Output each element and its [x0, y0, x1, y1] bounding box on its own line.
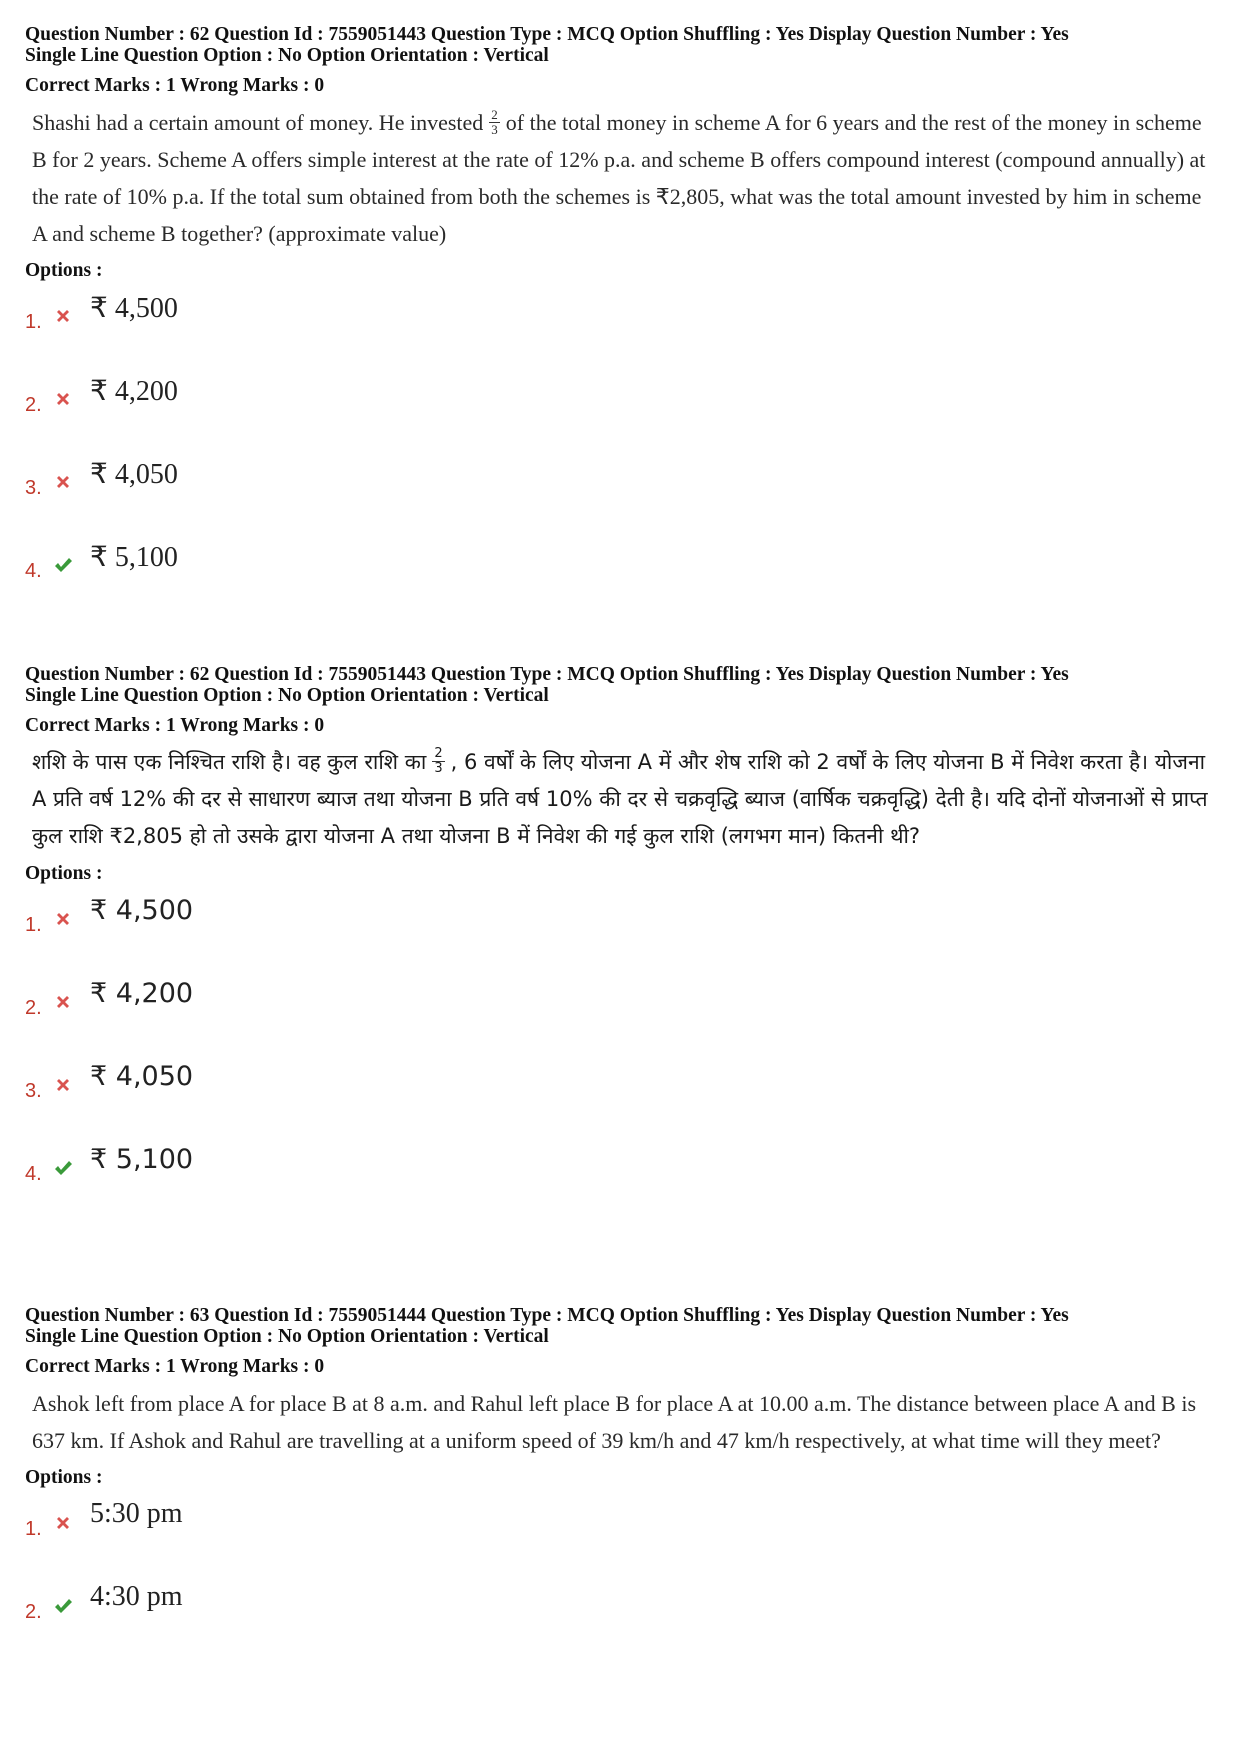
- question-meta-line: Question Number : 63 Question Id : 7559051444 Question Type : MCQ Option Shuffling : Yes Display Question Number : Yes: [25, 1305, 1069, 1326]
- question-stem: [32, 104, 1217, 252]
- question-meta-line: Single Line Question Option : No Option Orientation : Vertical: [25, 45, 549, 66]
- option-item[interactable]: [25, 447, 1220, 530]
- options-list: [25, 281, 1220, 613]
- cross-icon: [53, 306, 73, 326]
- options-list: [25, 1488, 1220, 1654]
- options-label: Options :: [25, 863, 103, 884]
- option-number: 4.: [25, 1163, 42, 1185]
- option-number: 2.: [25, 394, 42, 416]
- marks-line: Correct Marks : 1 Wrong Marks : 0: [25, 1356, 325, 1377]
- option-value: ₹ 4,050: [90, 459, 178, 490]
- question-block-1: [25, 24, 1220, 613]
- stem-text: Shashi had a certain amount of money. He invested: [32, 110, 484, 135]
- check-icon: [53, 1596, 73, 1616]
- option-number: 1.: [25, 311, 42, 333]
- marks-line: Correct Marks : 1 Wrong Marks : 0: [25, 75, 325, 96]
- cross-icon: [53, 992, 73, 1012]
- options-label: Options :: [25, 1467, 103, 1488]
- option-number: 3.: [25, 1080, 42, 1102]
- option-item[interactable]: [25, 1133, 1220, 1216]
- option-item[interactable]: [25, 884, 1220, 967]
- stem-text: of the total money in scheme A for 6 years and the rest of the money in scheme B for 2 years. Scheme A offers simple interest at the rate of 12% p.a. and scheme B offers compound interest (compound annually) at the rate of 10% p.a. If the total sum obtained from both the schemes is ₹2,805, what was the total amount invested by him in scheme A and scheme B together? (approximate value): [32, 110, 1206, 246]
- option-item[interactable]: [25, 1050, 1220, 1133]
- fraction-denominator: 3: [491, 122, 498, 138]
- check-icon: [53, 1158, 73, 1178]
- option-value: ₹ 5,100: [90, 542, 178, 573]
- cross-icon: [53, 1513, 73, 1533]
- option-number: 1.: [25, 1518, 42, 1540]
- options-label: Options :: [25, 260, 103, 281]
- option-value: ₹ 5,100: [90, 1144, 194, 1175]
- fraction-numerator: 2: [491, 107, 498, 123]
- option-number: 1.: [25, 914, 42, 936]
- stem-text: शशि के पास एक निश्चित राशि है। वह कुल राशि का: [32, 750, 427, 774]
- option-number: 2.: [25, 997, 42, 1019]
- option-item[interactable]: [25, 1488, 1220, 1571]
- option-item[interactable]: [25, 364, 1220, 447]
- marks-line: Correct Marks : 1 Wrong Marks : 0: [25, 715, 325, 736]
- option-value: ₹ 4,500: [90, 895, 194, 926]
- question-stem: [32, 744, 1217, 855]
- option-number: 3.: [25, 477, 42, 499]
- option-number: 4.: [25, 560, 42, 582]
- option-item[interactable]: [25, 967, 1220, 1050]
- option-item[interactable]: [25, 1571, 1220, 1654]
- fraction: [432, 747, 444, 776]
- option-value: 4:30 pm: [90, 1581, 183, 1612]
- fraction-denominator: 3: [434, 760, 443, 776]
- cross-icon: [53, 472, 73, 492]
- cross-icon: [53, 1075, 73, 1095]
- question-meta-line: Question Number : 62 Question Id : 7559051443 Question Type : MCQ Option Shuffling : Yes Display Question Number : Yes: [25, 24, 1069, 45]
- question-meta-line: Single Line Question Option : No Option Orientation : Vertical: [25, 685, 549, 706]
- option-item[interactable]: [25, 281, 1220, 364]
- option-number: 2.: [25, 1601, 42, 1623]
- question-block-3: [25, 1305, 1220, 1654]
- option-value: ₹ 4,050: [90, 1061, 194, 1092]
- option-value: ₹ 4,200: [90, 978, 194, 1009]
- cross-icon: [53, 909, 73, 929]
- check-icon: [53, 555, 73, 575]
- fraction-numerator: 2: [434, 745, 443, 761]
- option-value: ₹ 4,200: [90, 376, 178, 407]
- cross-icon: [53, 389, 73, 409]
- question-stem: Ashok left from place A for place B at 8 a.m. and Rahul left place B for place A at 10.00 a.m. The distance between place A and B is 637 km. If Ashok and Rahul are travelling at a uniform speed of 39 km/h and 47 km/h respectively, at what time will they meet?: [32, 1391, 1197, 1453]
- question-block-2: [25, 664, 1220, 1216]
- question-meta-line: Question Number : 62 Question Id : 7559051443 Question Type : MCQ Option Shuffling : Yes Display Question Number : Yes: [25, 664, 1069, 685]
- stem-text: , 6 वर्षों के लिए योजना A में और शेष राशि को 2 वर्षों के लिए योजना B में निवेश करता है। योजना A प्रति वर्ष 12% की दर से साधारण ब्याज तथा योजना B प्रति वर्ष 10% की दर से चक्रवृद्धि ब्याज (वार्षिक चक्रवृद्धि) देती है। यदि दोनों योजनाओं से प्राप्त कुल राशि ₹2,805 हो तो उसके द्वारा योजना A तथा योजना B में निवेश की गई कुल राशि (लगभग मान) कितनी थी?: [32, 750, 1208, 848]
- options-list: [25, 884, 1220, 1216]
- option-value: ₹ 4,500: [90, 293, 178, 324]
- question-meta-line: Single Line Question Option : No Option Orientation : Vertical: [25, 1326, 549, 1347]
- option-value: 5:30 pm: [90, 1498, 183, 1529]
- fraction: [489, 108, 500, 137]
- option-item[interactable]: [25, 530, 1220, 613]
